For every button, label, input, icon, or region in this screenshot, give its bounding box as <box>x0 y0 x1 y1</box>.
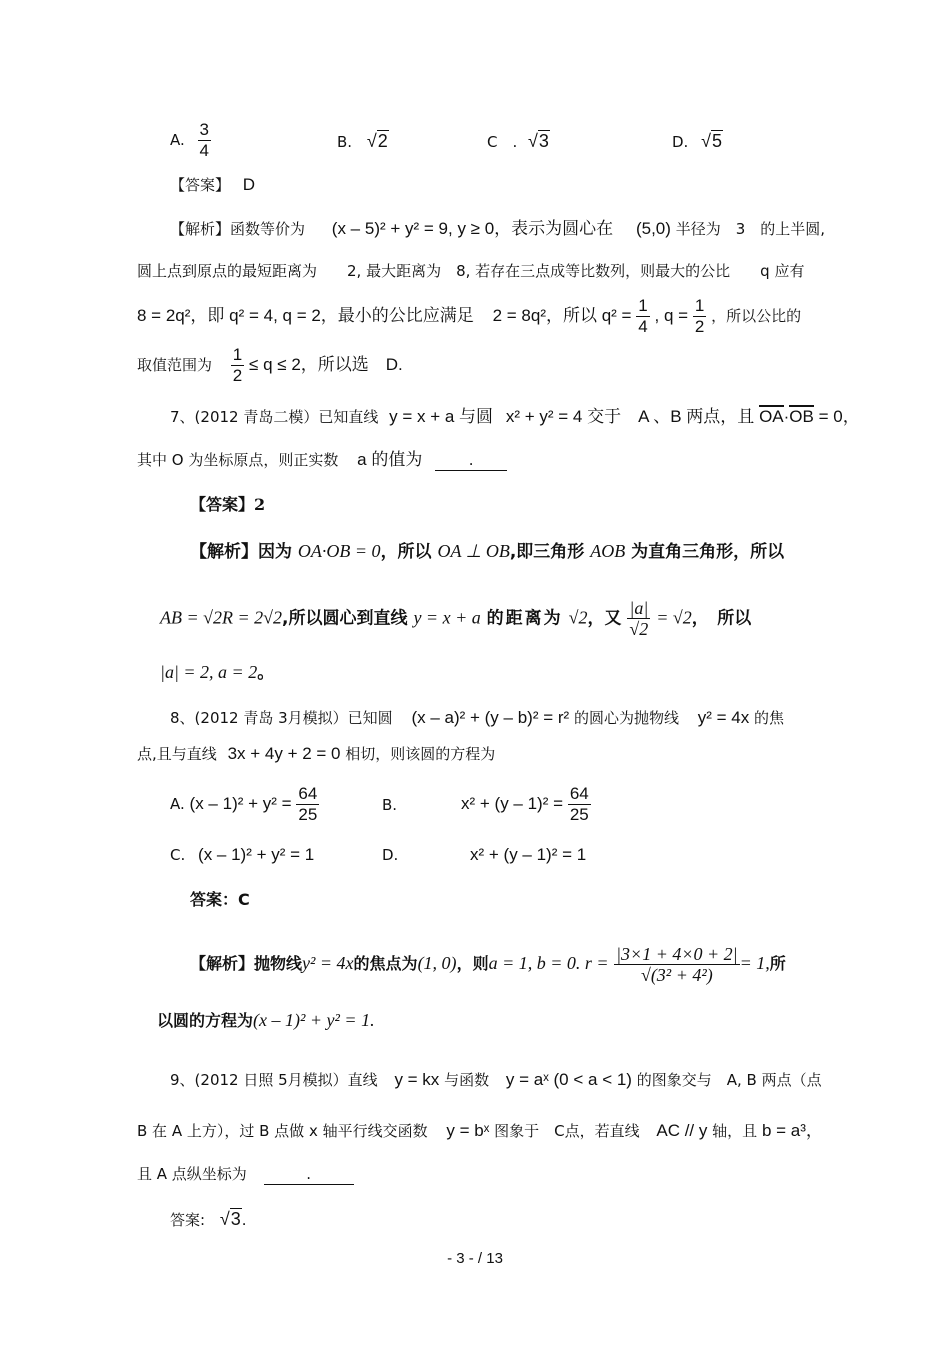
analysis-label: 【解析】函数等价为 <box>170 220 306 238</box>
q7-analysis-line1 <box>190 541 784 562</box>
denominator: 2 <box>232 366 243 385</box>
formula: AC // y <box>656 1121 708 1140</box>
fraction <box>296 784 319 825</box>
formula: OA ⊥ OB <box>437 541 510 561</box>
denominator: 4 <box>199 141 210 160</box>
fraction <box>627 598 650 639</box>
text: ,所以圆心到直线 <box>282 608 408 629</box>
text: 。 <box>257 663 275 683</box>
radicand: 3 <box>230 1209 241 1229</box>
q6-option-a-fraction <box>198 120 211 161</box>
text: 点,且与直线 <box>137 745 217 763</box>
q8-option-b <box>461 784 591 825</box>
formula: = 0， <box>818 407 860 426</box>
answer-blank: . <box>435 450 507 471</box>
q6-answer <box>170 175 255 195</box>
text: 的距离为 <box>486 608 563 629</box>
q8-stem-line1 <box>170 708 784 728</box>
formula: (x – 1)² + y² = <box>189 794 292 813</box>
q9-stem-line1 <box>170 1070 822 1090</box>
q6-option-b <box>337 131 389 152</box>
text: 与函数 <box>444 1071 490 1089</box>
formula: OA·OB = 0 <box>297 541 381 561</box>
q9-stem-line2 <box>137 1121 823 1141</box>
denominator: √(3² + 4²) <box>640 965 713 985</box>
page-number: - 3 - / 13 <box>447 1250 503 1267</box>
sqrt-symbol: √3 <box>528 131 549 151</box>
q6-option-a-label: A. <box>170 131 185 149</box>
formula: x² + (y – 1)² = 1 <box>470 845 587 864</box>
text: 图象于 C点，若直线 <box>494 1122 640 1140</box>
vector-oa: OA <box>759 407 784 426</box>
q8-analysis-line2 <box>157 1010 375 1031</box>
formula: AOB <box>590 541 626 561</box>
text: 半径为 3 的上半圆, <box>675 220 826 238</box>
numerator: 1 <box>638 296 648 315</box>
radicand: 5 <box>712 131 723 151</box>
q6-option-c <box>487 131 550 152</box>
text: 且 A 点纵坐标为 <box>137 1165 247 1183</box>
answer-value: D <box>242 175 256 194</box>
formula: y = x + a <box>413 607 481 628</box>
q9-answer <box>170 1209 246 1230</box>
formula: |a| = 2, a = 2 <box>160 662 258 682</box>
answer-blank: . <box>264 1164 354 1185</box>
q8-option-d <box>470 845 586 865</box>
numerator: 1 <box>232 345 243 364</box>
formula: y = bˣ <box>446 1121 490 1140</box>
text: 以圆的方程为 <box>157 1011 254 1030</box>
formula: AB = √2R = 2√2 <box>160 607 283 628</box>
radicand: 2 <box>377 131 388 151</box>
q8-analysis-line1 <box>190 944 786 985</box>
numerator: 64 <box>569 784 589 803</box>
text: 取值范围为 <box>137 356 213 374</box>
answer-label: 【答案】 <box>190 495 255 514</box>
formula: y = aˣ (0 < a < 1) <box>505 1070 632 1089</box>
vector-ob: OB <box>789 407 814 426</box>
formula: (5,0) <box>635 219 671 238</box>
formula: (1, 0) <box>417 953 457 973</box>
text: . <box>241 1210 247 1229</box>
sqrt-symbol: √5 <box>701 131 723 151</box>
fraction <box>231 345 244 386</box>
numerator: |a| <box>629 598 649 618</box>
formula: y² = 4x <box>697 708 750 727</box>
q6-option-c-label: C . <box>487 133 518 151</box>
formula: 8 = 2q²，即 q² = 4, q = 2，最小的公比应满足 <box>137 306 474 325</box>
denominator: √2 <box>629 619 649 639</box>
radicand: 3 <box>538 131 549 151</box>
formula: y = x + a 与圆 <box>389 407 494 426</box>
text: 相切，则该圆的方程为 <box>345 745 496 763</box>
text: 的焦点为 <box>353 954 418 973</box>
sqrt-symbol: √3 <box>219 1209 241 1229</box>
q6-analysis-line1 <box>170 219 825 239</box>
q6-analysis-line2: 圆上点到原点的最短距离为 2, 最大距离为 8, 若存在三点成等比数列，则最大的公比 q 应有 <box>137 262 805 280</box>
text: ，所以公比的 <box>711 307 802 325</box>
fraction <box>693 296 706 337</box>
analysis-label: 【解析】抛物线 <box>190 954 303 973</box>
denominator: 25 <box>298 805 318 824</box>
text: 为直角三角形，所以 <box>631 542 785 562</box>
answer-value: 2 <box>254 495 266 514</box>
numerator: 1 <box>694 296 705 315</box>
text: 的焦 <box>754 709 785 727</box>
q9-stem-line3 <box>137 1164 354 1185</box>
q6-analysis-line4 <box>137 345 403 386</box>
formula: (x – 5)² + y² = 9, y ≥ 0，表示为圆心在 <box>331 219 614 238</box>
q6-options <box>170 120 211 161</box>
formula: ≤ q ≤ 2，所以选 D. <box>249 355 403 374</box>
analysis-label: 【解析】因为 <box>190 542 292 562</box>
q6-option-d <box>672 131 723 152</box>
text: ，又 <box>587 608 622 629</box>
q8-stem-line2 <box>137 744 495 764</box>
formula: (x – 1)² + y² = 1 <box>198 845 315 864</box>
q6-option-b-label: B. <box>337 133 353 151</box>
question-number: 8、(2012 青岛 3月模拟）已知圆 <box>170 709 393 727</box>
text: 的图象交与 A, B 两点（点 <box>636 1071 822 1089</box>
formula: √2 <box>568 607 588 628</box>
fraction <box>568 784 591 825</box>
formula: b = a³， <box>761 1121 823 1140</box>
numerator: 3 <box>199 120 210 139</box>
option-label: A. <box>170 795 185 813</box>
formula: y = kx <box>394 1070 440 1089</box>
formula: a = 1, b = 0. r = <box>488 953 609 973</box>
q8-option-a <box>170 784 319 825</box>
text: ，则 <box>456 954 489 973</box>
text: 的圆心为抛物线 <box>573 709 679 727</box>
fraction <box>636 296 649 337</box>
formula: (x – a)² + (y – b)² = r² <box>411 708 570 727</box>
q7-stem-line2 <box>137 450 507 471</box>
formula: (x – 1)² + y² = 1. <box>253 1010 375 1030</box>
text: 其中 O 为坐标原点，则正实数 <box>137 451 339 469</box>
dot: · <box>783 407 790 426</box>
formula: = √2 <box>656 607 692 628</box>
q7-analysis-line3 <box>160 662 274 683</box>
sqrt-symbol: √2 <box>366 131 388 151</box>
denominator: 25 <box>569 805 589 824</box>
q8-option-c <box>170 845 314 865</box>
numerator: 64 <box>298 784 318 803</box>
text: ， 所以 <box>691 608 752 629</box>
q6-option-d-label: D. <box>672 133 689 151</box>
q7-analysis-line2 <box>160 598 751 639</box>
denominator: 4 <box>638 317 648 336</box>
question-number: 9、(2012 日照 5月模拟）直线 <box>170 1071 378 1089</box>
option-label: C. <box>170 846 186 864</box>
formula: , q = <box>654 306 689 325</box>
text: a 的值为 <box>357 450 423 469</box>
q8-answer: 答案：C <box>190 890 250 909</box>
text: ，所以 <box>380 542 432 562</box>
answer-label: 【答案】 <box>170 176 231 194</box>
text: B 在 A 上方），过 B 点做 x 轴平行线交函数 <box>137 1122 428 1140</box>
answer-label: 答案: <box>170 1211 206 1229</box>
numerator: |3×1 + 4×0 + 2| <box>616 944 738 964</box>
q8-option-b-label: B. <box>382 796 398 814</box>
formula: x² + (y – 1)² = <box>461 794 564 813</box>
fraction <box>614 944 739 985</box>
question-number: 7、(2012 青岛二模）已知直线 <box>170 408 379 426</box>
denominator: 2 <box>694 317 705 336</box>
formula: 3x + 4y + 2 = 0 <box>227 744 341 763</box>
text: ,即三角形 <box>509 542 585 562</box>
q7-stem-line1 <box>170 407 860 427</box>
q6-analysis-line3 <box>137 296 801 337</box>
formula: x² + y² = 4 交于 A 、B 两点，且 <box>505 407 755 426</box>
text: 所 <box>769 954 786 973</box>
q8-option-d-label: D. <box>382 846 399 864</box>
formula: 2 = 8q²，所以 q² = <box>492 306 632 325</box>
text: 轴，且 <box>712 1122 758 1140</box>
formula: = 1, <box>739 953 770 973</box>
formula: y² = 4x <box>302 953 354 973</box>
q7-answer <box>190 495 265 515</box>
